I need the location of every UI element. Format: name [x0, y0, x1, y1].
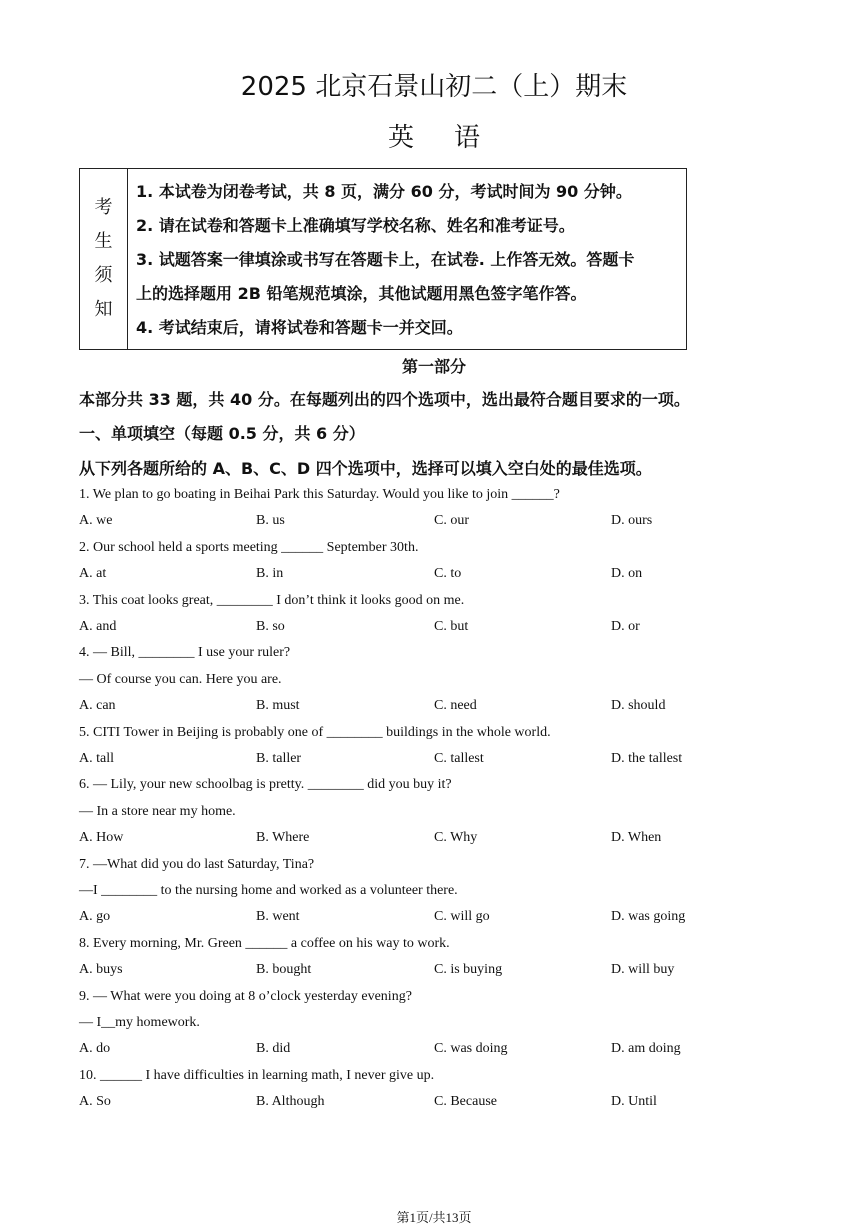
answer-option: B. in	[256, 566, 284, 582]
answer-option: A. at	[79, 566, 107, 582]
question-stem: 8. Every morning, Mr. Green ______ a coffee on his way to work.	[79, 935, 450, 951]
answer-option: A. How	[79, 830, 124, 846]
answer-option: D. should	[611, 698, 666, 714]
question-stem: 10. ______ I have difficulties in learning math, I never give up.	[79, 1067, 435, 1083]
answer-option: A. So	[79, 1094, 111, 1110]
answer-option: C. tallest	[434, 751, 484, 766]
answer-option: B. us	[256, 513, 285, 529]
answer-option: A. tall	[79, 751, 114, 766]
question-stem: 9. — What were you doing at 8 o’clock yesterday evening?	[79, 988, 412, 1004]
answer-option: B. so	[256, 619, 285, 634]
notice-label	[80, 169, 128, 349]
notice-label-char: 生	[94, 231, 113, 252]
answer-option: C. our	[434, 513, 469, 529]
question-dialogue-line: — Of course you can. Here you are.	[79, 671, 282, 687]
answer-option: A. we	[79, 513, 113, 529]
question-stem: 3. This coat looks great, ________ I don’t think it looks good on me.	[79, 592, 465, 608]
answer-option: C. Why	[434, 830, 478, 846]
answer-option: A. go	[79, 909, 111, 925]
answer-option: A. do	[79, 1041, 111, 1057]
question-stem: 4. — Bill, ________ I use your ruler?	[79, 645, 291, 661]
notice-label-char: 考	[94, 197, 113, 218]
answer-option: D. Until	[611, 1094, 657, 1110]
notice-item: 4. 考试结束后，请将试卷和答题卡一并交回。	[136, 318, 463, 337]
answer-option: C. Because	[434, 1094, 497, 1110]
question-dialogue-line: — I__my homework.	[79, 1015, 200, 1030]
answer-option: D. am doing	[611, 1041, 681, 1057]
question-dialogue-line: —I ________ to the nursing home and worked as a volunteer there.	[79, 883, 458, 898]
answer-option: B. must	[256, 698, 300, 714]
answer-option: B. taller	[256, 751, 302, 766]
notice-items	[136, 175, 678, 345]
answer-option: B. bought	[256, 962, 312, 978]
answer-option: B. went	[256, 909, 300, 925]
page-title: 2025 北京石景山初二（上）期末	[240, 72, 628, 102]
exam-notice-box	[79, 168, 687, 350]
notice-item: 上的选择题用 2B 铅笔规范填涂，其他试题用黑色签字笔作答。	[136, 284, 587, 303]
answer-option: A. can	[79, 698, 116, 714]
notice-item: 1. 本试卷为闭卷考试，共 8 页，满分 60 分，考试时间为 90 分钟。	[136, 182, 632, 201]
question-stem: 5. CITI Tower in Beijing is probably one of ________ buildings in the whole world.	[79, 724, 551, 740]
section-title: 一、单项填空（每题 0.5 分，共 6 分）	[79, 424, 365, 443]
answer-option: B. did	[256, 1041, 291, 1057]
question-dialogue-line: — In a store near my home.	[79, 803, 236, 819]
question-stem: 2. Our school held a sports meeting ______ September 30th.	[79, 539, 419, 555]
answer-option: B. Where	[256, 830, 310, 846]
question-stem: 6. — Lily, your new schoolbag is pretty. ________ did you buy it?	[79, 777, 452, 793]
answer-option: B. Although	[256, 1094, 325, 1110]
answer-option: D. When	[611, 830, 662, 846]
answer-option: D. was going	[611, 909, 686, 925]
part-intro: 本部分共 33 题，共 40 分。在每题列出的四个选项中，选出最符合题目要求的一项。	[79, 390, 690, 409]
answer-option: C. will go	[434, 909, 490, 925]
answer-option: C. to	[434, 566, 462, 582]
answer-option: C. but	[434, 619, 469, 634]
answer-option: A. buys	[79, 962, 123, 978]
answer-option: D. will buy	[611, 962, 675, 978]
answer-option: A. and	[79, 619, 117, 634]
question-stem: 7. —What did you do last Saturday, Tina?	[79, 856, 315, 872]
notice-label-char: 须	[94, 265, 113, 286]
answer-option: D. ours	[611, 513, 653, 529]
answer-option: D. the tallest	[611, 751, 683, 766]
question-stem: 1. We plan to go boating in Beihai Park this Saturday. Would you like to join ______?	[79, 487, 560, 502]
answer-option: C. was doing	[434, 1041, 508, 1057]
answer-option: D. or	[611, 619, 640, 634]
notice-item: 3. 试题答案一律填涂或书写在答题卡上，在试卷. 上作答无效。答题卡	[136, 250, 635, 269]
section-instruction: 从下列各题所给的 A、B、C、D 四个选项中，选择可以填入空白处的最佳选项。	[79, 459, 652, 478]
answer-option: D. on	[611, 566, 643, 582]
notice-item: 2. 请在试卷和答题卡上准确填写学校名称、姓名和准考证号。	[136, 216, 575, 235]
part-heading: 第一部分	[401, 357, 466, 376]
notice-label-char: 知	[94, 299, 113, 320]
answer-option: C. is buying	[434, 962, 503, 978]
subject-title: 英语	[387, 123, 520, 153]
page-number: 第1页/共13页	[396, 1210, 472, 1225]
answer-option: C. need	[434, 698, 477, 714]
